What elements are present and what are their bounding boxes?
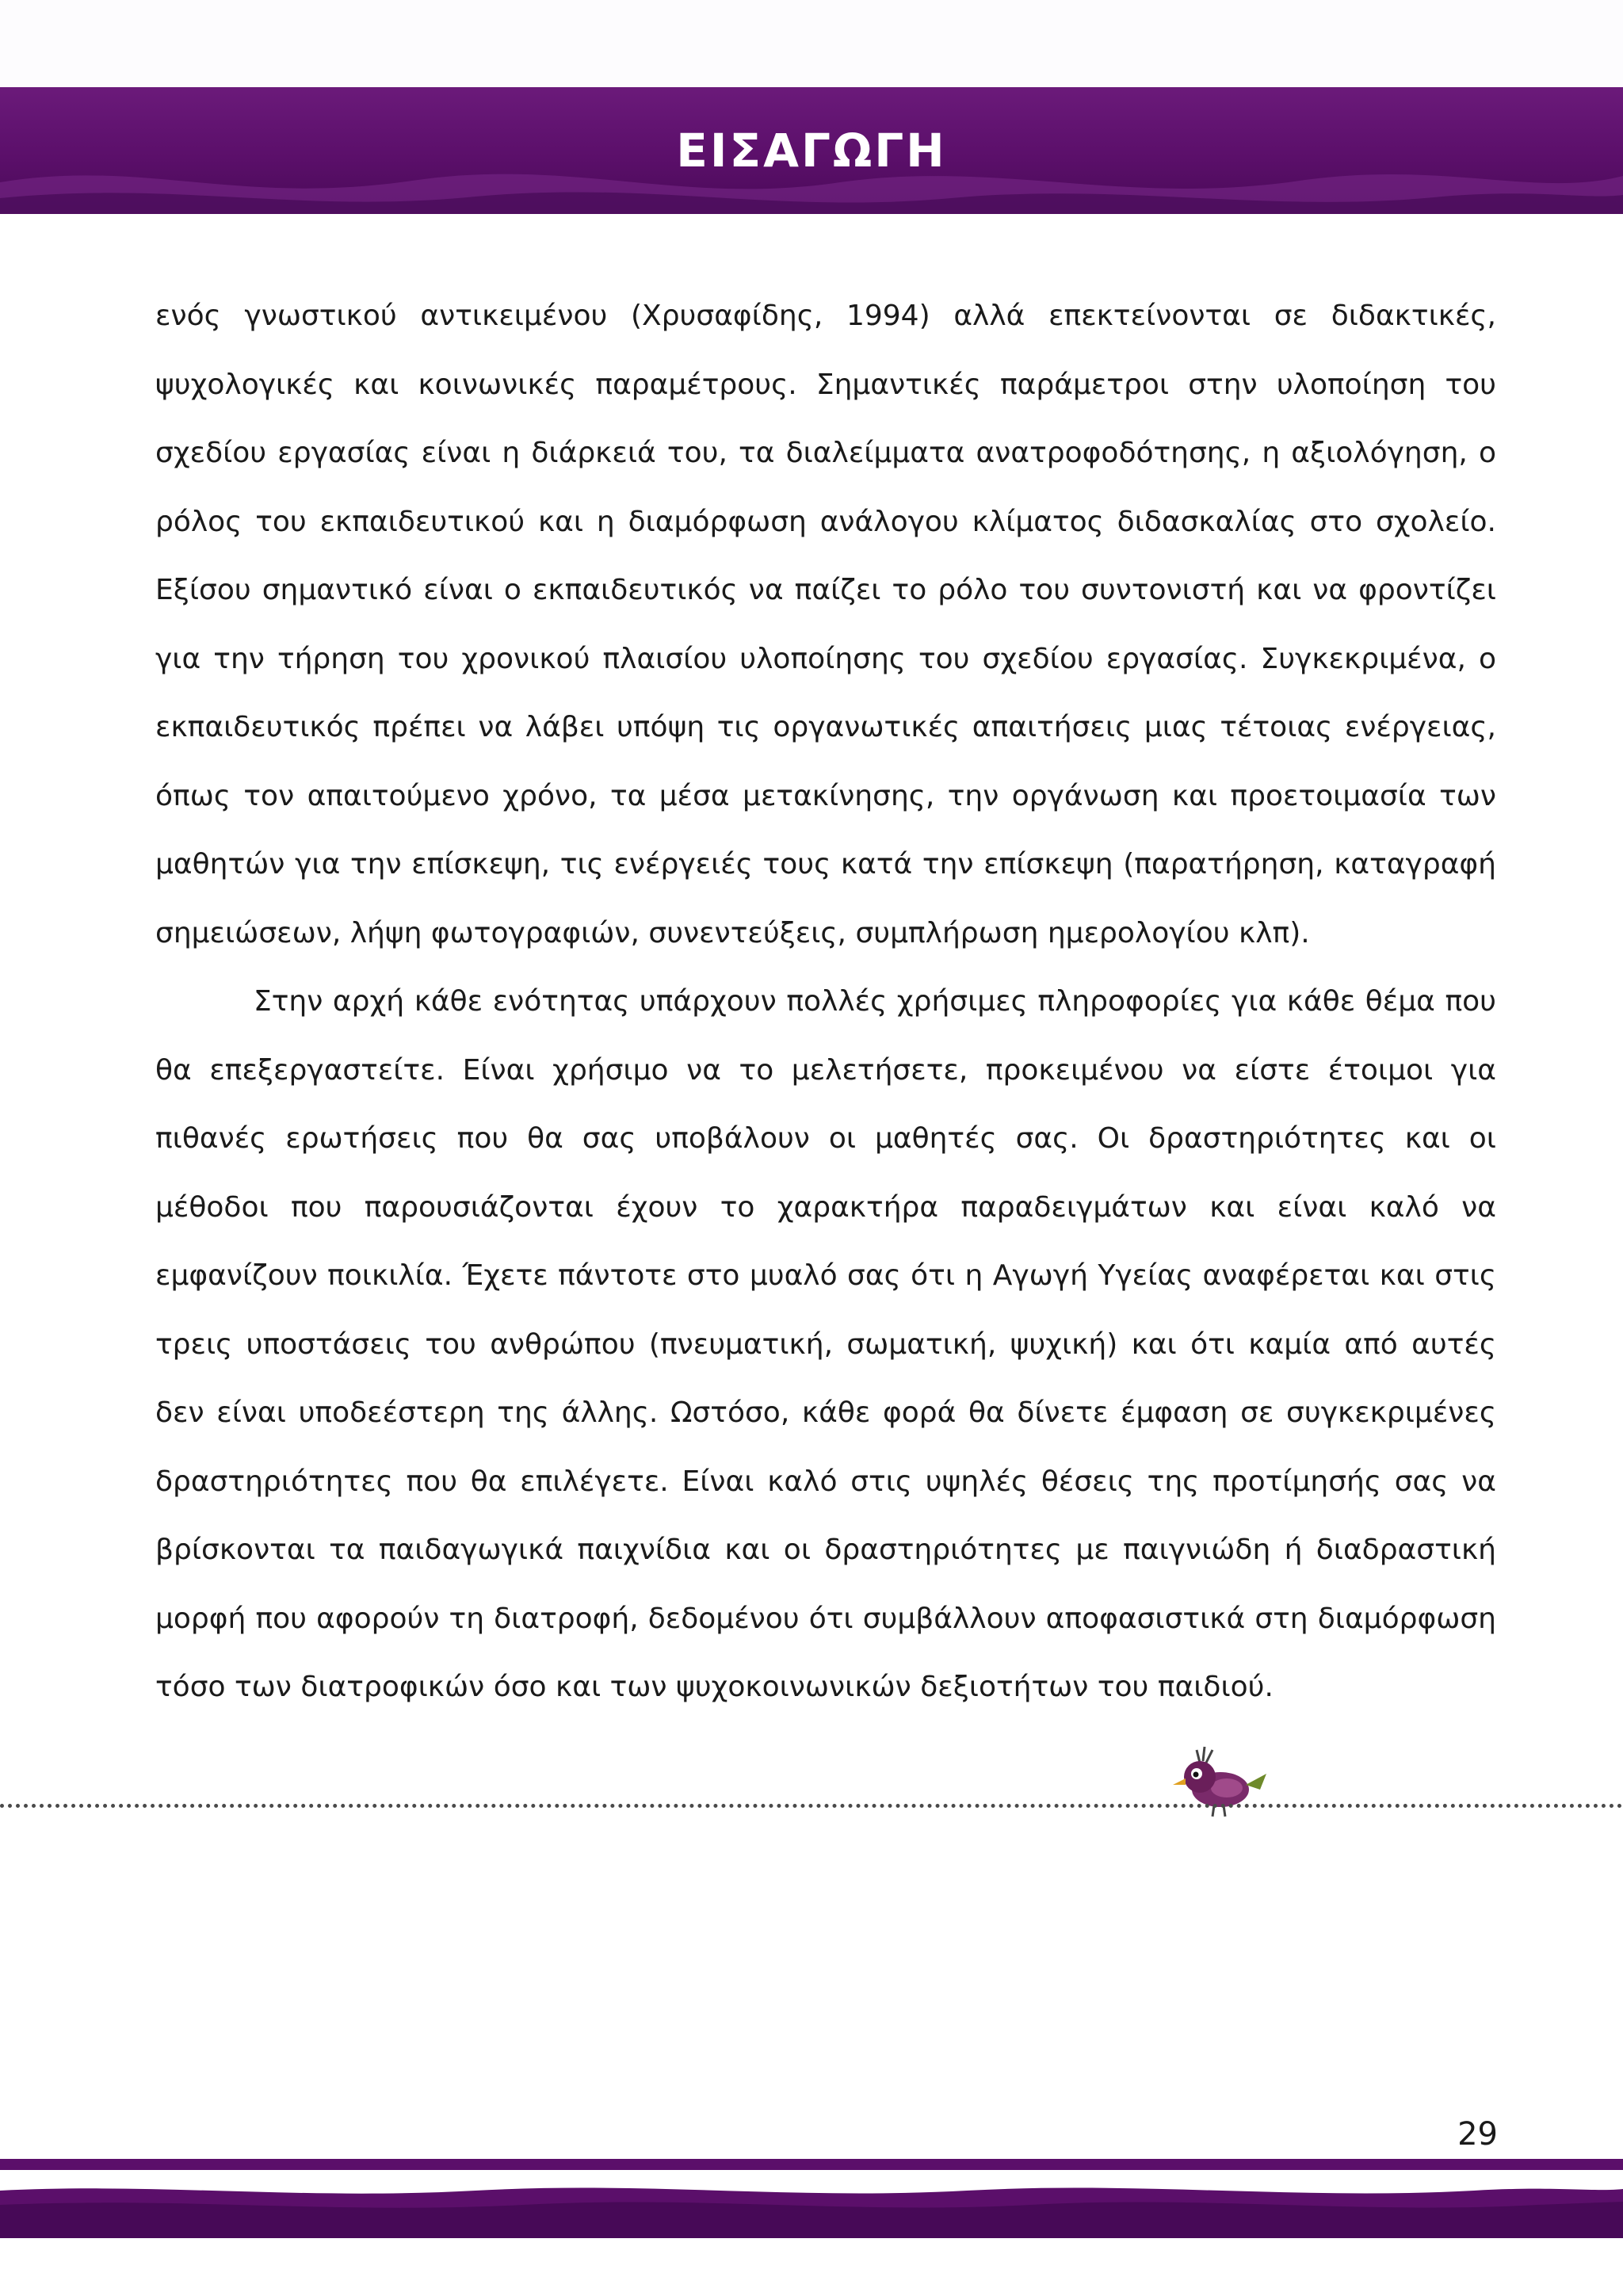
page-top-margin bbox=[0, 0, 1623, 87]
header-banner bbox=[0, 87, 1623, 214]
paragraph-2: Στην αρχή κάθε ενότητας υπάρχουν πολλές χρήσιμες πληροφορίες για κάθε θέμα που θα επεξεργαστείτε. Είναι χρήσιμο να το μελετήσετε, προκειμένου να είστε έτοιμοι για πιθανές ερωτήσεις που θα σας υποβάλουν οι μαθητές σας. Οι δραστηριότητες και οι μέθοδοι που παρουσιάζονται έχουν το χαρακτήρα παραδειγμάτων και είναι καλό να εμφανίζουν ποικιλία. Έχετε πάντοτε στο μυαλό σας ότι η Αγωγή Υγείας αναφέρεται και στις τρεις υποστάσεις του ανθρώπου (πνευματική, σωματική, ψυχική) και ότι καμία από αυτές δεν είναι υποδεέστερη της άλλης. Ωστόσο, κάθε φορά θα δίνετε έμφαση σε συγκεκριμένες δραστηριότητες που θα επιλέγετε. Είναι καλό στις υψηλές θέσεις της προτίμησής σας να βρίσκονται τα παιδαγωγικά παιχνίδια και οι δραστηριότητες με παιγνιώδη ή διαδραστική μορφή που αφορούν τη διατροφή, δεδομένου ότι συμβάλλουν αποφασιστικά στη διαμόρφωση τόσο των διατροφικών όσο και των ψυχοκοινωνικών δεξιοτήτων του παιδιού. bbox=[155, 985, 1496, 1703]
body-text bbox=[155, 282, 1496, 1722]
paragraph-1: ενός γνωστικού αντικειμένου (Χρυσαφίδης, 1994) αλλά επεκτείνονται σε διδακτικές, ψυχολογικές και κοινωνικές παραμέτρους. Σημαντικές παράμετροι στην υλοποίηση του σχεδίου εργασίας είναι η διάρκειά του, τα διαλείμματα ανατροφοδότησης, η αξιολόγηση, ο ρόλος του εκπαιδευτικού και η διαμόρφωση ανάλογου κλίματος διδασκαλίας στο σχολείο. Εξίσου σημαντικό είναι ο εκπαιδευτικός να παίζει το ρόλο του συντονιστή και να φροντίζει για την τήρηση του χρονικού πλαισίου υλοποίησης του σχεδίου εργασίας. Συγκεκριμένα, ο εκπαιδευτικός πρέπει να λάβει υπόψη τις οργανωτικές απαιτήσεις μιας τέτοιας ενέργειας, όπως τον απαιτούμενο χρόνο, τα μέσα μετακίνησης, την οργάνωση και προετοιμασία των μαθητών για την επίσκεψη, τις ενέργειές τους κατά την επίσκεψη (παρατήρηση, καταγραφή σημειώσεων, λήψη φωτογραφιών, συνεντεύξεις, συμπλήρωση ημερολογίου κλπ). bbox=[155, 300, 1496, 949]
bird-icon bbox=[1151, 1740, 1270, 1820]
dotted-divider bbox=[0, 1804, 1623, 1808]
page-number: 29 bbox=[1457, 2116, 1498, 2153]
page-title: ΕΙΣΑΓΩΓΗ bbox=[676, 124, 947, 178]
footer-band bbox=[0, 2159, 1623, 2238]
